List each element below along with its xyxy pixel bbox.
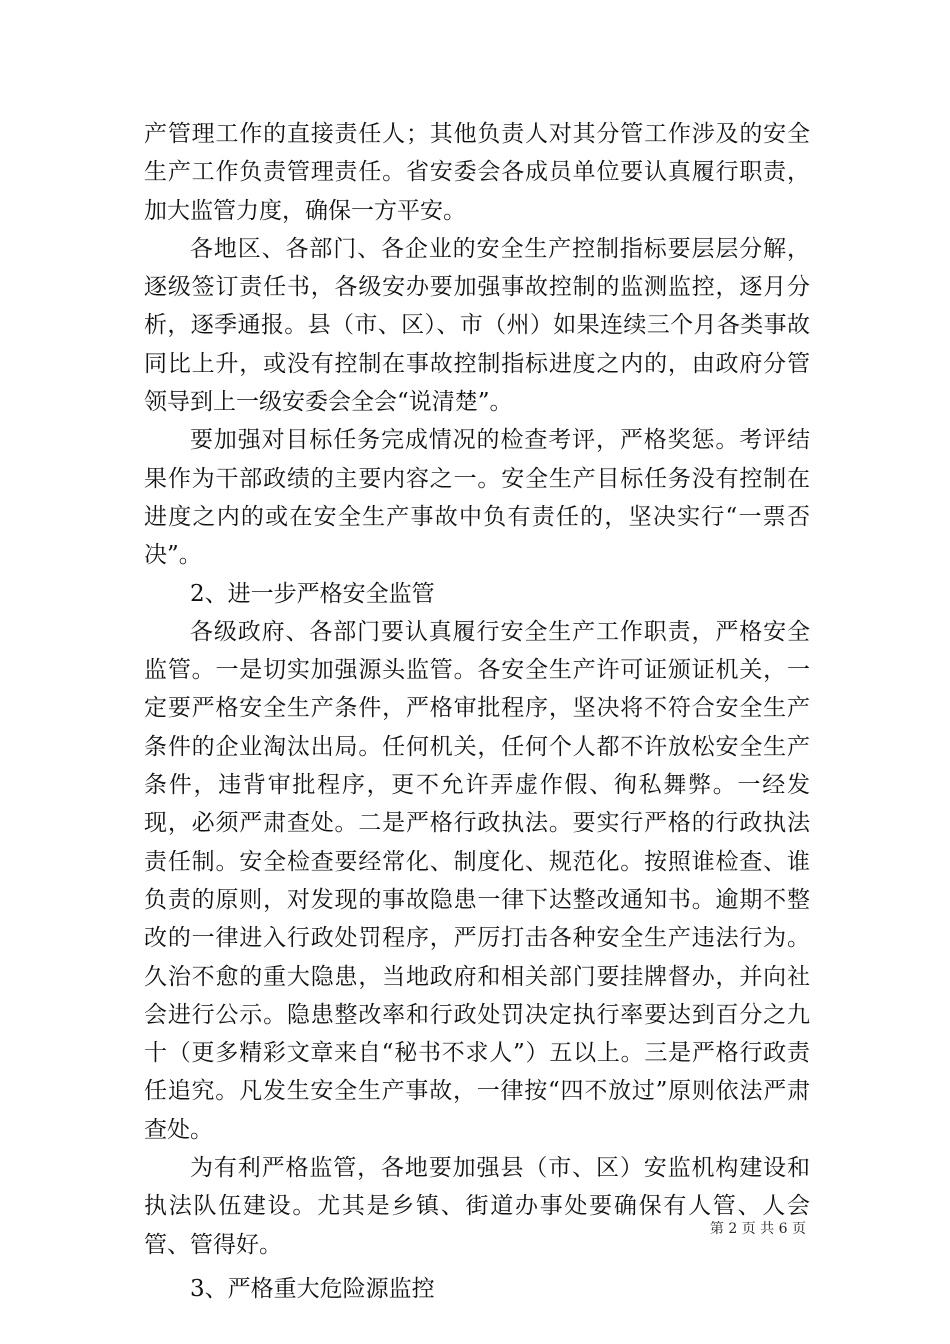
section-heading-3: 3、严格重大危险源监控	[190, 1275, 435, 1302]
paragraph-institution-building: 为有利严格监管，各地要加强县（市、区）安监机构建设和执法队伍建设。尤其是乡镇、街道办事处要确保有人管、人会管、管得好。	[144, 1155, 810, 1258]
paragraph-evaluation: 要加强对目标任务完成情况的检查考评，严格奖惩。考评结果作为干部政绩的主要内容之一。安全生产目标任务没有控制在进度之内的或在安全生产事故中负有责任的，坚决实行“一票否决”。	[144, 427, 810, 569]
paragraph-control-indicators: 各地区、各部门、各企业的安全生产控制指标要层层分解，逐级签订责任书，各级安办要加强事故控制的监测监控，逐月分析，逐季通报。县（市、区）、市（州）如果连续三个月各类事故同比上升，或没有控制在事故控制指标进度之内的，由政府分管领导到上一级安委会全会“说清楚”。	[144, 235, 810, 416]
paragraph-continuation: 产管理工作的直接责任人；其他负责人对其分管工作涉及的安全生产工作负责管理责任。省安委会各成员单位要认真履行职责，加大监管力度，确保一方平安。	[144, 121, 810, 224]
document-body	[144, 115, 810, 1308]
section-heading-2: 2、进一步严格安全监管	[190, 580, 435, 607]
paragraph-supervision: 各级政府、各部门要认真履行安全生产工作职责，严格安全监管。一是切实加强源头监管。各安全生产许可证颁证机关，一定要严格安全生产条件，严格审批程序，坚决将不符合安全生产条件的企业淘汰出局。任何机关，任何个人都不许放松安全生产条件，违背审批程序，更不允许弄虚作假、徇私舞弊。一经发现，必须严肃查处。二是严格行政执法。要实行严格的行政执法责任制。安全检查要经常化、制度化、规范化。按照谁检查、谁负责的原则，对发现的事故隐患一律下达整改通知书。逾期不整改的一律进入行政处罚程序，严厉打击各种安全生产违法行为。久治不愈的重大隐患，当地政府和相关部门要挂牌督办，并向社会进行公示。隐患整改率和行政处罚决定执行率要达到百分之九十（更多精彩文章来自“秘书不求人”）五以上。三是严格行政责任追究。凡发生安全生产事故，一律按“四不放过”原则依法严肃查处。	[144, 618, 810, 1143]
page-number-footer: 第 2 页 共 6 页	[709, 1221, 806, 1237]
